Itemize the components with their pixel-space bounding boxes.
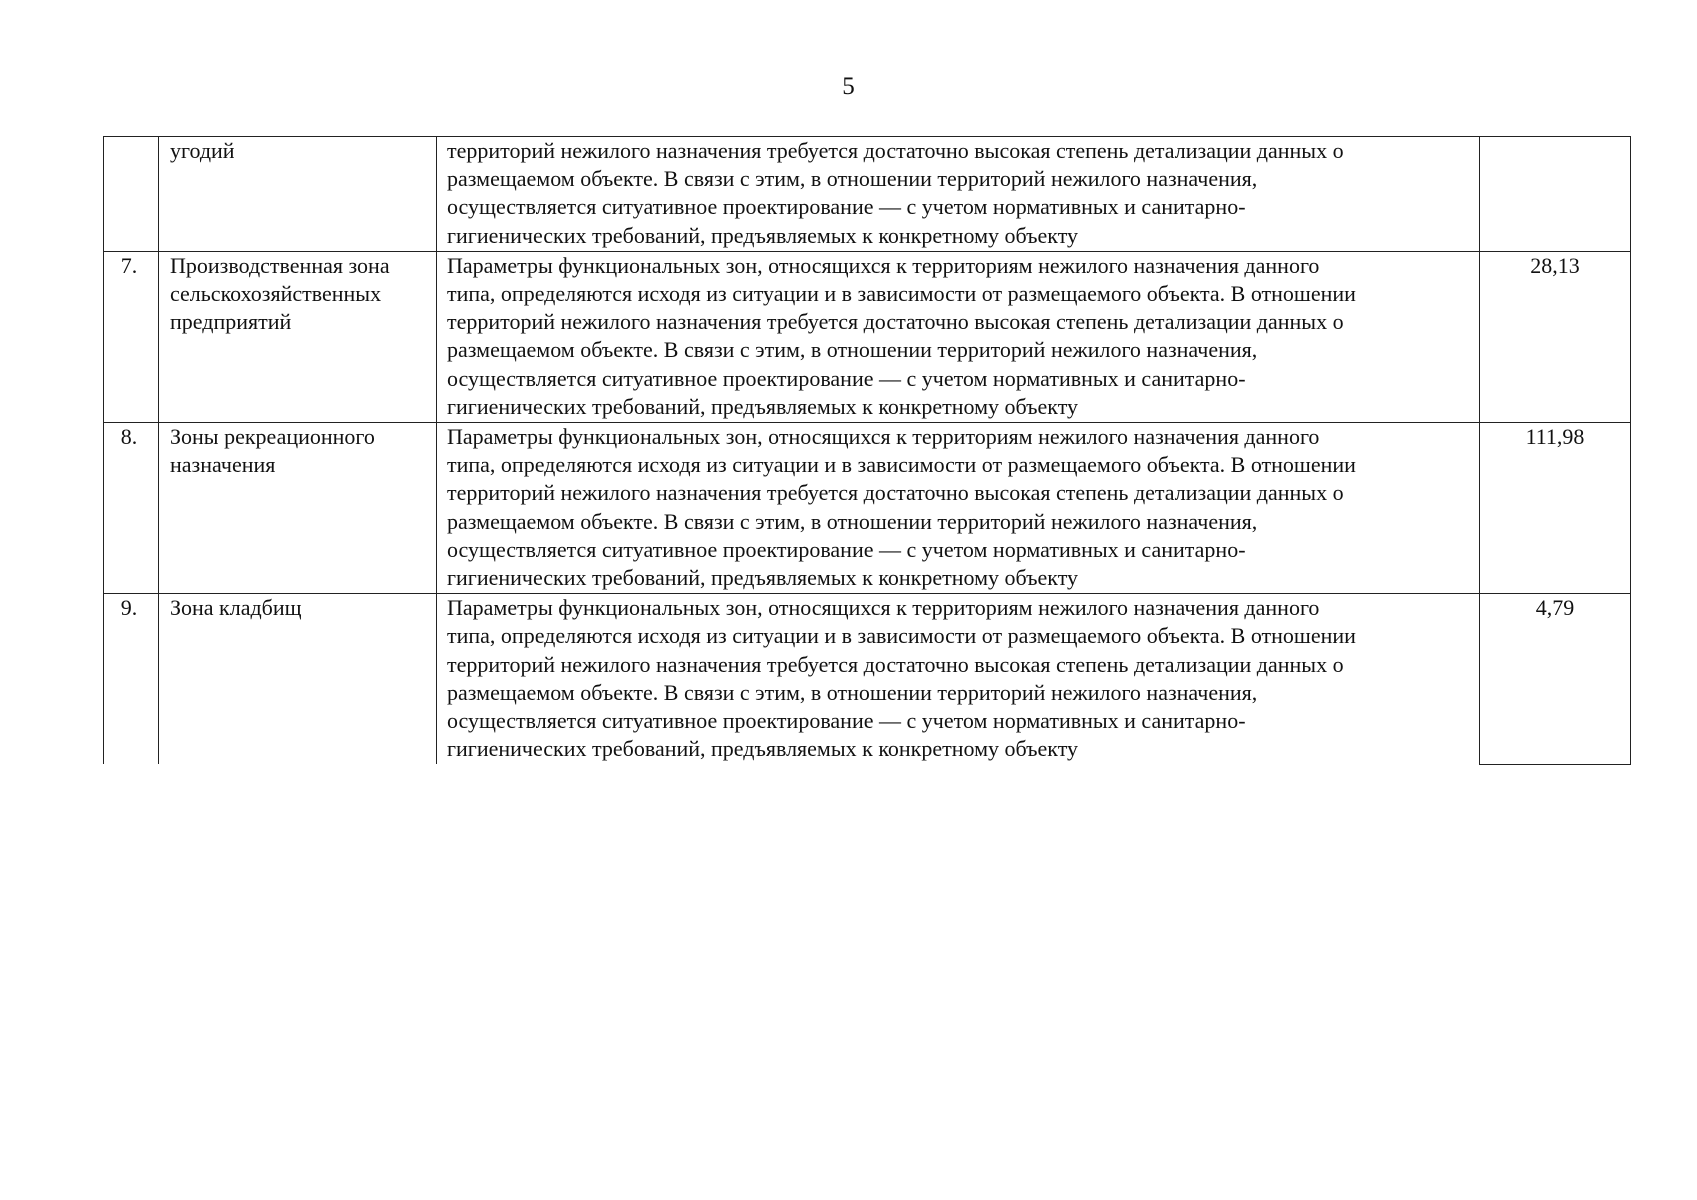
zone-description-line: Параметры функциональных зон, относящихся к территориям нежилого назначения данного — [447, 595, 1320, 621]
zone-description-line: размещаемом объекте. В связи с этим, в отношении территорий нежилого назначения, — [447, 337, 1258, 363]
zone-name-cell — [159, 251, 437, 422]
zone-name-cell — [159, 594, 437, 765]
functional-zones-table — [103, 136, 1631, 765]
zone-description-line: гигиенических требований, предъявляемых к конкретному объекту — [447, 736, 1079, 762]
zone-description-line: типа, определяются исходя из ситуации и в зависимости от размещаемого объекта. В отношении — [447, 281, 1356, 307]
zone-description-line: осуществляется ситуативное проектирование — с учетом нормативных и санитарно- — [447, 194, 1246, 220]
zone-description-line: территорий нежилого назначения требуется достаточно высокая степень детализации данных о — [447, 138, 1344, 163]
zone-description-line: типа, определяются исходя из ситуации и в зависимости от размещаемого объекта. В отношении — [447, 623, 1356, 649]
zone-name-line: Зоны рекреационного — [170, 424, 375, 450]
zone-area-value: 28,13 — [1530, 252, 1580, 278]
zone-area-cell — [1480, 423, 1631, 594]
row-number-cell — [104, 137, 159, 252]
zone-name-line: Производственная зона — [170, 252, 390, 278]
zone-name-cell — [159, 137, 437, 252]
zone-description-line: типа, определяются исходя из ситуации и в зависимости от размещаемого объекта. В отношении — [447, 452, 1356, 478]
zone-description-line: территорий нежилого назначения требуется достаточно высокая степень детализации данных о — [447, 651, 1344, 677]
zone-description-line: гигиенических требований, предъявляемых к конкретному объекту — [447, 565, 1079, 591]
zone-description-line: осуществляется ситуативное проектирование — с учетом нормативных и санитарно- — [447, 365, 1246, 391]
row-number-cell — [104, 594, 159, 765]
zone-description-line: Параметры функциональных зон, относящихся к территориям нежилого назначения данного — [447, 252, 1320, 278]
zone-description-line: размещаемом объекте. В связи с этим, в отношении территорий нежилого назначения, — [447, 679, 1258, 705]
zone-description-cell — [437, 137, 1480, 252]
zone-description-cell — [437, 423, 1480, 594]
zone-area-cell — [1480, 594, 1631, 765]
table-row — [104, 594, 1631, 765]
table-row — [104, 251, 1631, 422]
zone-description-line: размещаемом объекте. В связи с этим, в отношении территорий нежилого назначения, — [447, 166, 1258, 192]
row-number: 8. — [120, 424, 138, 450]
row-number: 7. — [120, 252, 138, 278]
row-number-cell — [104, 423, 159, 594]
zone-description-line: гигиенических требований, предъявляемых к конкретному объекту — [447, 222, 1079, 248]
zone-description-line: гигиенических требований, предъявляемых к конкретному объекту — [447, 393, 1079, 419]
zone-name-line: назначения — [170, 452, 276, 478]
zone-description-line: размещаемом объекте. В связи с этим, в отношении территорий нежилого назначения, — [447, 508, 1258, 534]
zone-description-line: Параметры функциональных зон, относящихся к территориям нежилого назначения данного — [447, 424, 1320, 450]
zone-area-value: 111,98 — [1525, 424, 1585, 450]
zone-description-line: осуществляется ситуативное проектирование — с учетом нормативных и санитарно- — [447, 536, 1246, 562]
zone-description-line: территорий нежилого назначения требуется достаточно высокая степень детализации данных о — [447, 480, 1344, 506]
zone-name-line: Зона кладбищ — [170, 595, 302, 621]
zone-name-line: сельскохозяйственных — [170, 281, 382, 307]
zone-description-cell — [437, 251, 1480, 422]
zone-description-cell — [437, 594, 1480, 765]
row-number: 9. — [120, 595, 138, 621]
zone-description-line: территорий нежилого назначения требуется достаточно высокая степень детализации данных о — [447, 309, 1344, 335]
zone-area-cell — [1480, 251, 1631, 422]
zone-name-cell — [159, 423, 437, 594]
zone-name-line: предприятий — [170, 309, 292, 335]
zone-area-value: 4,79 — [1535, 595, 1575, 621]
row-number-cell — [104, 251, 159, 422]
table-body — [104, 137, 1631, 765]
zone-description-line: осуществляется ситуативное проектирование — с учетом нормативных и санитарно- — [447, 708, 1246, 734]
table-row — [104, 137, 1631, 252]
table-row — [104, 423, 1631, 594]
page-number: 5 — [842, 73, 855, 100]
zone-name-line: угодий — [170, 138, 235, 163]
zone-area-cell — [1480, 137, 1631, 252]
